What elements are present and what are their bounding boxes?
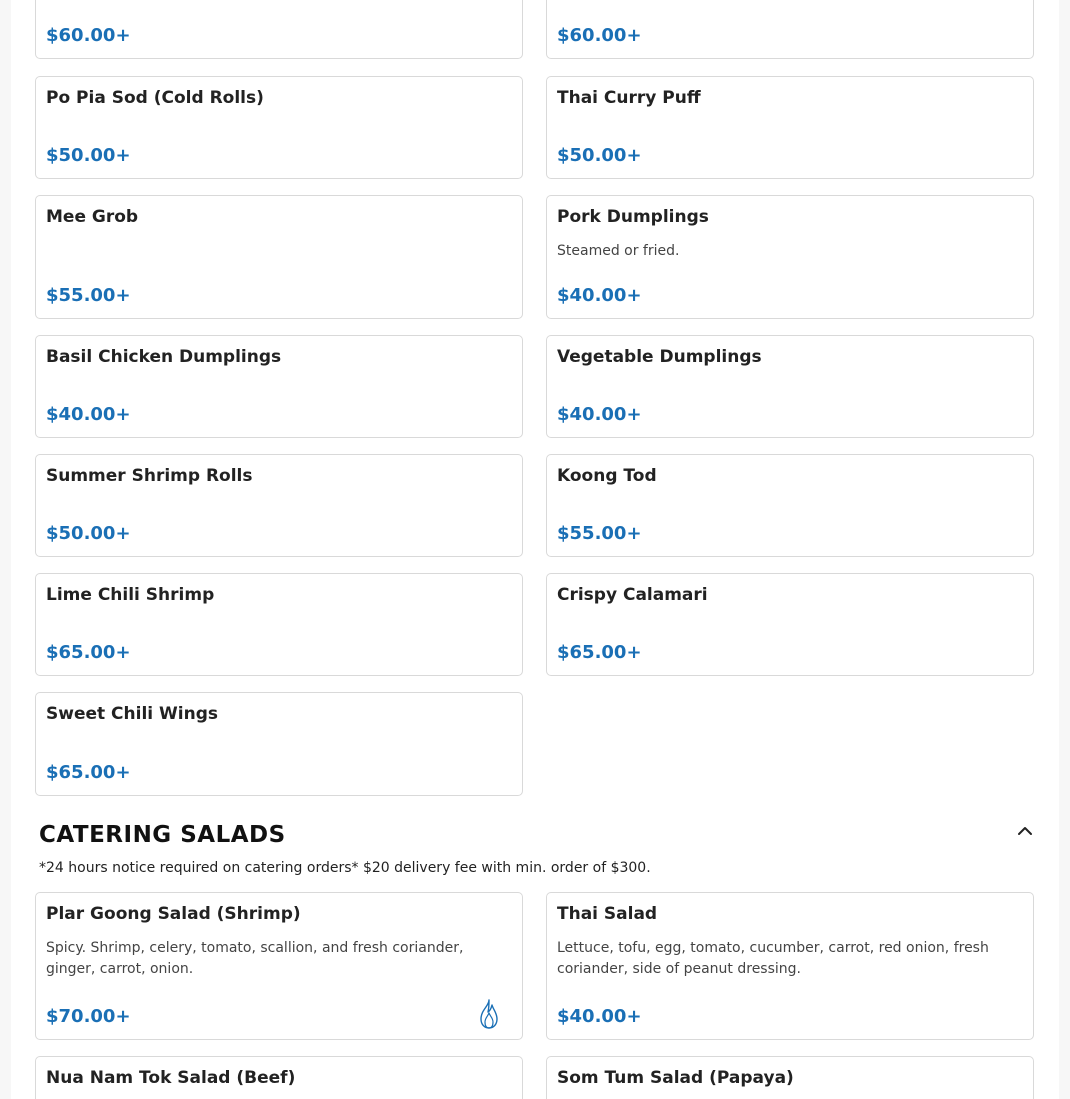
item-name: Koong Tod — [557, 466, 657, 486]
menu-item-card[interactable] — [546, 195, 1034, 319]
item-price: $40.00+ — [46, 404, 131, 425]
menu-item-card[interactable] — [546, 76, 1034, 179]
chevron-up-icon[interactable] — [1015, 822, 1035, 838]
item-price: $40.00+ — [557, 1006, 642, 1027]
menu-item-card[interactable] — [35, 335, 523, 438]
item-price: $40.00+ — [557, 404, 642, 425]
menu-item-card[interactable] — [546, 573, 1034, 676]
menu-item-card[interactable] — [35, 195, 523, 319]
item-price: $40.00+ — [557, 285, 642, 306]
item-name: Thai Salad — [557, 904, 658, 924]
item-name: Nua Nam Tok Salad (Beef) — [46, 1068, 296, 1088]
item-price: $50.00+ — [557, 145, 642, 166]
item-name: Som Tum Salad (Papaya) — [557, 1068, 794, 1088]
item-price: $70.00+ — [46, 1006, 131, 1027]
menu-item-card[interactable] — [546, 892, 1034, 1040]
menu-item-card[interactable] — [35, 76, 523, 179]
item-price: $65.00+ — [557, 642, 642, 663]
menu-item-card[interactable] — [546, 1056, 1034, 1099]
item-name: Plar Goong Salad (Shrimp) — [46, 904, 301, 924]
flame-icon — [476, 998, 502, 1030]
item-name: Po Pia Sod (Cold Rolls) — [46, 88, 264, 108]
item-price: $65.00+ — [46, 642, 131, 663]
item-name: Pork Dumplings — [557, 207, 709, 227]
menu-item-card[interactable] — [35, 892, 523, 1040]
menu-item-card[interactable] — [35, 692, 523, 796]
menu-item-card[interactable] — [546, 454, 1034, 557]
menu-item-card[interactable] — [35, 1056, 523, 1099]
menu-item-card[interactable] — [35, 573, 523, 676]
item-description: Lettuce, tofu, egg, tomato, cucumber, carrot, red onion, fresh coriander, side of peanut dressing. — [557, 940, 989, 977]
item-name: Thai Curry Puff — [557, 88, 701, 108]
item-price: $65.00+ — [46, 762, 131, 783]
item-name: Vegetable Dumplings — [557, 347, 762, 367]
item-name: Basil Chicken Dumplings — [46, 347, 282, 367]
menu-item-card[interactable] — [546, 0, 1034, 59]
menu-item-card[interactable] — [35, 0, 523, 59]
item-name: Mee Grob — [46, 207, 139, 227]
item-name: Sweet Chili Wings — [46, 704, 219, 724]
menu-page — [11, 0, 1059, 1099]
section-title: CATERING SALADS — [39, 822, 286, 848]
item-price: $55.00+ — [557, 523, 642, 544]
item-name: Summer Shrimp Rolls — [46, 466, 253, 486]
section-note: *24 hours notice required on catering orders* $20 delivery fee with min. order of $300. — [39, 860, 651, 876]
item-price: $60.00+ — [46, 25, 131, 46]
item-price: $55.00+ — [46, 285, 131, 306]
item-price: $60.00+ — [557, 25, 642, 46]
item-price: $50.00+ — [46, 523, 131, 544]
item-price: $50.00+ — [46, 145, 131, 166]
item-name: Crispy Calamari — [557, 585, 708, 605]
menu-item-card[interactable] — [35, 454, 523, 557]
menu-item-card[interactable] — [546, 335, 1034, 438]
item-description: Spicy. Shrimp, celery, tomato, scallion, and fresh coriander, ginger, carrot, onion. — [46, 940, 464, 977]
item-name: Lime Chili Shrimp — [46, 585, 215, 605]
item-description: Steamed or fried. — [557, 243, 680, 259]
